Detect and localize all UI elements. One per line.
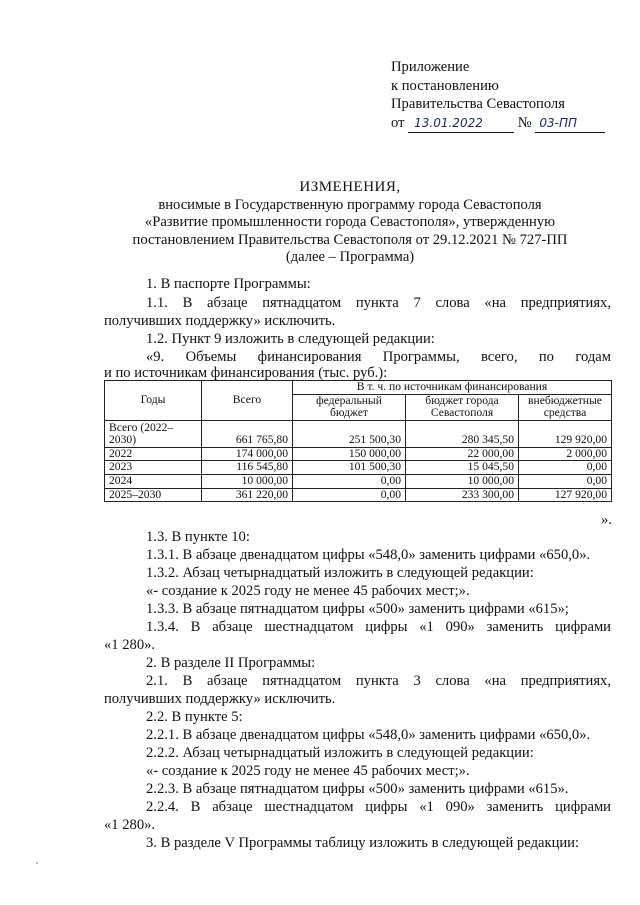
paragraph-1-3-4-line-1: 1.3.4. В абзаце шестнадцатом цифры «1 090» заменить цифрами (146, 619, 611, 635)
table-closing-quote: ». (601, 512, 612, 528)
cell-year: 2022 (105, 447, 202, 461)
cell-total: 174 000,00 (202, 447, 293, 461)
cell-year: 2024 (105, 474, 202, 488)
paragraph-9-line-1: «9. Объемы финансирования Программы, всего, по годам (146, 349, 611, 365)
paragraph-2-2-3: 2.2.3. В абзаце пятнадцатом цифры «500» заменить цифрами «615». (146, 781, 569, 797)
paragraph-1-3: 1.3. В пункте 10: (146, 529, 250, 545)
title-line-2: «Развитие промышленности города Севастополя», утвержденную (144, 214, 556, 231)
header-extra: внебюджетные средства (519, 394, 612, 420)
header-years: Годы (105, 381, 202, 421)
annex-block (391, 58, 605, 133)
paragraph-2-1-line-1: 2.1. В абзаце пятнадцатом пункта 3 слова «на предприятиях, (146, 673, 611, 689)
paragraph-2-1-line-2: получивших поддержку» исключить. (104, 691, 336, 707)
title-line-3: постановлением Правительства Севастополя от 29.12.2021 № 727-ПП (132, 231, 568, 248)
table-row (105, 488, 612, 502)
financing-table (104, 380, 612, 502)
paragraph-1: 1. В паспорте Программы: (146, 276, 311, 292)
header-federal: федеральный бюджет (293, 394, 406, 420)
table-row (105, 474, 612, 488)
paragraph-1-3-1: 1.3.1. В абзаце двенадцатом цифры «548,0» заменить цифрами «650,0». (146, 547, 591, 563)
annex-line-government: Правительства Севастополя (391, 96, 565, 112)
cell-extra: 127 920,00 (519, 488, 612, 502)
title-line-1: вносимые в Государственную программу города Севастополя (158, 196, 542, 213)
paragraph-1-3-3: 1.3.3. В абзаце пятнадцатом цифры «500» заменить цифрами «615»; (146, 601, 569, 617)
cell-extra: 2 000,00 (519, 447, 612, 461)
cell-city: 10 000,00 (406, 474, 519, 488)
cell-year: 2025–2030 (105, 488, 202, 502)
table-row (105, 461, 612, 475)
cell-city: 233 300,00 (406, 488, 519, 502)
cell-year: Всего (2022–2030) (105, 420, 202, 447)
paragraph-2-2-4-line-1: 2.2.4. В абзаце шестнадцатом цифры «1 090» заменить цифрами (146, 799, 611, 815)
paragraph-3: 3. В разделе V Программы таблицу изложить в следующей редакции: (146, 835, 580, 851)
table-row (105, 447, 612, 461)
header-city: бюджет города Севастополя (406, 394, 519, 420)
paragraph-2-2-4-line-2: «1 280». (104, 817, 156, 833)
header-total: Всего (202, 381, 293, 421)
annex-line-decree: к постановлению (391, 77, 499, 94)
annex-title: Приложение (391, 59, 470, 75)
cell-total: 10 000,00 (202, 474, 293, 488)
table-row (105, 420, 612, 447)
paragraph-1-3-2-quote: «- создание к 2025 году не менее 45 рабочих мест;». (146, 583, 470, 599)
cell-federal: 0,00 (293, 488, 406, 502)
paragraph-2-2-1: 2.2.1. В абзаце двенадцатом цифры «548,0» заменить цифрами «650,0». (146, 727, 591, 743)
cell-federal: 101 500,30 (293, 461, 406, 475)
cell-year: 2023 (105, 461, 202, 475)
title-line-4: (далее – Программа) (285, 249, 415, 266)
cell-extra: 0,00 (519, 474, 612, 488)
paragraph-1-3-2: 1.3.2. Абзац четырнадцатый изложить в следующей редакции: (146, 565, 534, 581)
cell-extra: 0,00 (519, 461, 612, 475)
cell-city: 15 045,50 (406, 461, 519, 475)
annex-date-number (391, 114, 605, 134)
paragraph-2-2: 2.2. В пункте 5: (146, 709, 243, 725)
cell-total: 116 545,80 (202, 461, 293, 475)
paragraph-9-line-2: и по источникам финансирования (тыс. руб.): (104, 365, 388, 381)
paragraph-1-2: 1.2. Пункт 9 изложить в следующей редакции: (146, 331, 435, 347)
cell-city: 22 000,00 (406, 447, 519, 461)
paragraph-2: 2. В разделе II Программы: (146, 655, 316, 671)
paragraph-1-1-line-1: 1.1. В абзаце пятнадцатом пункта 7 слова «на предприятиях, (146, 295, 611, 311)
cell-total: 361 220,00 (202, 488, 293, 502)
cell-total: 661 765,80 (202, 420, 293, 447)
cell-federal: 251 500,30 (293, 420, 406, 447)
cell-city: 280 345,50 (406, 420, 519, 447)
cell-federal: 150 000,00 (293, 447, 406, 461)
number-label: № (517, 114, 532, 131)
paragraph-2-2-2-quote: «- создание к 2025 году не менее 45 рабочих мест;». (146, 763, 470, 779)
paragraph-2-2-2: 2.2.2. Абзац четырнадцатый изложить в следующей редакции: (146, 745, 534, 761)
cell-federal: 0,00 (293, 474, 406, 488)
from-label: от (391, 114, 405, 131)
paragraph-1-1-line-2: получивших поддержку» исключить. (104, 313, 336, 329)
document-title (100, 179, 600, 267)
cell-extra: 129 920,00 (519, 420, 612, 447)
paragraph-1-3-4-line-2: «1 280». (104, 637, 156, 653)
title-heading: ИЗМЕНЕНИЯ, (299, 179, 401, 195)
handwritten-number: 03-ПП (535, 114, 605, 134)
scan-speck (36, 862, 38, 864)
header-sources: В т. ч. по источникам финансирования (293, 381, 612, 395)
handwritten-date: 13.01.2022 (408, 114, 514, 134)
